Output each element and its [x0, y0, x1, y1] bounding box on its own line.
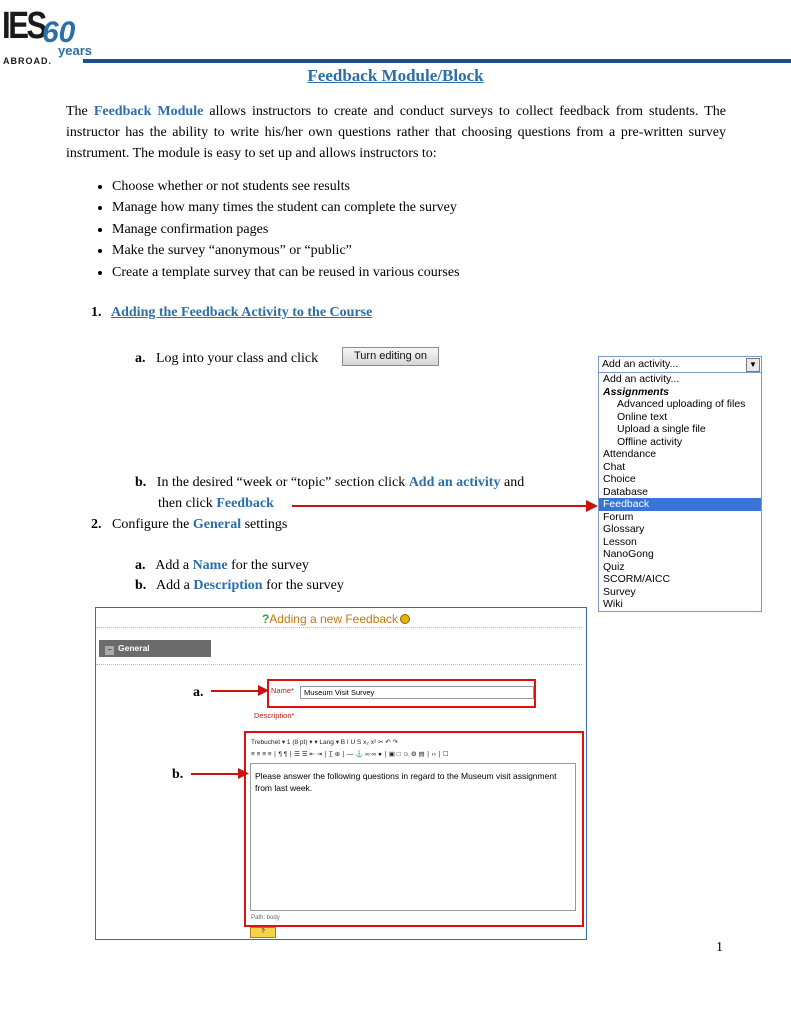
intro-paragraph — [66, 101, 726, 164]
editor-toolbar-2[interactable]: ≡ ≡ ≡ ≡ ∣ ¶ ¶ ∣ ☰ ☰ ⇤ ⇥ ∣ T̲ ⊕ ∣ — ⚓ ∞ ∞ ● ∣ ▣ □ ☺ ⚙ ▤ ∣ ‹› ∣ ☐ — [251, 751, 449, 758]
step-letter: a. — [135, 351, 146, 366]
section-2-pre: Configure the — [112, 517, 190, 532]
help-question-icon: ? — [261, 612, 270, 626]
form-heading-text: Adding a new Feedback — [269, 612, 399, 626]
name-term: Name — [192, 558, 228, 573]
list-item: • Create a template survey that can be reused in various courses — [112, 262, 460, 283]
dropdown-option[interactable]: Online text — [617, 410, 668, 423]
dropdown-option: Assignments — [603, 385, 669, 398]
section-2-post: settings — [244, 517, 288, 532]
step-letter: b. — [135, 475, 147, 490]
general-section-header[interactable] — [99, 640, 211, 657]
dropdown-option[interactable]: Quiz — [603, 560, 625, 573]
editor-path: Path: body — [251, 915, 280, 921]
dropdown-option[interactable]: Chat — [603, 460, 626, 473]
list-item: • Make the survey “anonymous” or “public” — [112, 240, 460, 261]
step-1a — [135, 348, 318, 369]
step-text: then click — [158, 496, 213, 511]
dropdown-option[interactable]: Glossary — [603, 523, 645, 535]
dropdown-selected[interactable] — [599, 357, 761, 373]
dropdown-option[interactable]: Feedback — [599, 498, 761, 511]
feedback-arrow — [292, 505, 590, 507]
dropdown-option[interactable]: Choice — [603, 473, 636, 485]
dropdown-option[interactable]: Attendance — [603, 448, 657, 460]
collapse-icon: − — [105, 646, 114, 655]
dropdown-option[interactable]: NanoGong — [603, 548, 654, 560]
logo-abroad-text: ABROAD. — [3, 56, 52, 66]
arrow-head-icon — [238, 768, 249, 779]
arrow-head-icon — [258, 685, 269, 696]
divider — [96, 664, 582, 665]
dropdown-option[interactable]: Lesson — [603, 535, 637, 548]
description-term: Description — [193, 578, 263, 593]
intro-post: allows instructors to create and conduct surveys to collect feedback from students. The instructor has the ability to write his/her own questions rather that choosing questions from a pre-written survey instrument. The module is easy to set up and allows instructors to: — [66, 104, 726, 161]
form-heading — [96, 612, 576, 626]
general-section-label: General — [118, 643, 150, 653]
step-letter: b. — [135, 578, 147, 593]
section-1-link[interactable]: Adding the Feedback Activity to the Course — [111, 305, 373, 320]
list-item: • Choose whether or not students see results — [112, 176, 460, 197]
editor-toolbar-1[interactable]: Trebuchet ▾ 1 (8 pt) ▾ ▾ Lang ▾ B I U S x₂ x² ✂ ↶ ↷ — [251, 739, 398, 746]
add-activity-link: Add an activity — [408, 475, 501, 490]
turn-editing-on-button[interactable]: Turn editing on — [342, 347, 439, 366]
step-text: and — [503, 475, 525, 490]
page-number: 1 — [716, 940, 723, 955]
step-text: Log into your class and click — [156, 351, 319, 366]
list-item: • Manage confirmation pages — [112, 219, 460, 240]
callout-a: a. — [193, 685, 204, 700]
name-label: Name* — [271, 686, 294, 695]
step-text: Add a — [155, 558, 190, 573]
logo-years-text: years — [58, 43, 92, 58]
step-text: Add a — [156, 578, 190, 593]
chevron-down-icon[interactable]: ▼ — [746, 358, 760, 372]
dropdown-option[interactable]: Survey — [603, 585, 636, 598]
callout-a-arrow — [211, 690, 261, 692]
divider — [96, 627, 582, 628]
section-1-heading — [91, 305, 372, 321]
activity-dropdown[interactable] — [598, 356, 762, 612]
dropdown-option[interactable]: Forum — [603, 510, 634, 523]
section-2-heading — [91, 514, 287, 535]
intro-module-name: Feedback Module — [93, 104, 204, 119]
list-item: • Manage how many times the student can complete the survey — [112, 197, 460, 218]
page-title: Feedback Module/Block — [307, 66, 484, 85]
dropdown-option[interactable]: Upload a single file — [617, 423, 706, 435]
dropdown-option[interactable]: Advanced uploading of files — [617, 398, 746, 410]
dropdown-option[interactable]: Wiki — [603, 598, 623, 610]
help-icon — [400, 614, 410, 624]
dropdown-options — [599, 373, 761, 611]
dropdown-selected-label: Add an activity... — [602, 358, 679, 370]
step-text: for the survey — [266, 578, 344, 593]
intro-pre: The — [66, 104, 88, 119]
dropdown-option[interactable]: Add an activity... — [603, 373, 680, 385]
header-rule — [83, 59, 791, 63]
dropdown-option[interactable]: Offline activity — [617, 435, 683, 448]
section-2-number: 2. — [91, 517, 102, 532]
feedback-link: Feedback — [216, 496, 274, 511]
description-editor[interactable]: Please answer the following questions in regard to the Museum visit assignment from last week. — [250, 763, 576, 911]
step-1b-line2 — [158, 493, 274, 514]
logo-60-text: 60 — [42, 16, 76, 49]
callout-b-arrow — [191, 773, 241, 775]
step-2b — [135, 575, 344, 596]
arrow-head-icon — [586, 500, 598, 512]
callout-b: b. — [172, 767, 184, 782]
feedback-form-screenshot — [95, 607, 587, 940]
step-text: In the desired “week or “topic” section click — [156, 475, 406, 490]
editor-help-button[interactable]: ? — [250, 927, 276, 938]
section-1-number: 1. — [91, 305, 102, 320]
step-1b — [135, 472, 575, 493]
name-highlight-box — [267, 679, 536, 708]
description-label: Description* — [254, 711, 295, 720]
logo-ies-text: IES — [2, 5, 45, 47]
name-input[interactable]: Museum Visit Survey — [300, 686, 534, 699]
feature-list — [92, 176, 460, 283]
step-2a — [135, 555, 309, 576]
description-highlight-box — [244, 731, 584, 927]
dropdown-option[interactable]: SCORM/AICC — [603, 573, 671, 585]
step-text: for the survey — [231, 558, 309, 573]
step-letter: a. — [135, 558, 146, 573]
dropdown-option[interactable]: Database — [603, 485, 648, 498]
general-link: General — [192, 517, 242, 532]
